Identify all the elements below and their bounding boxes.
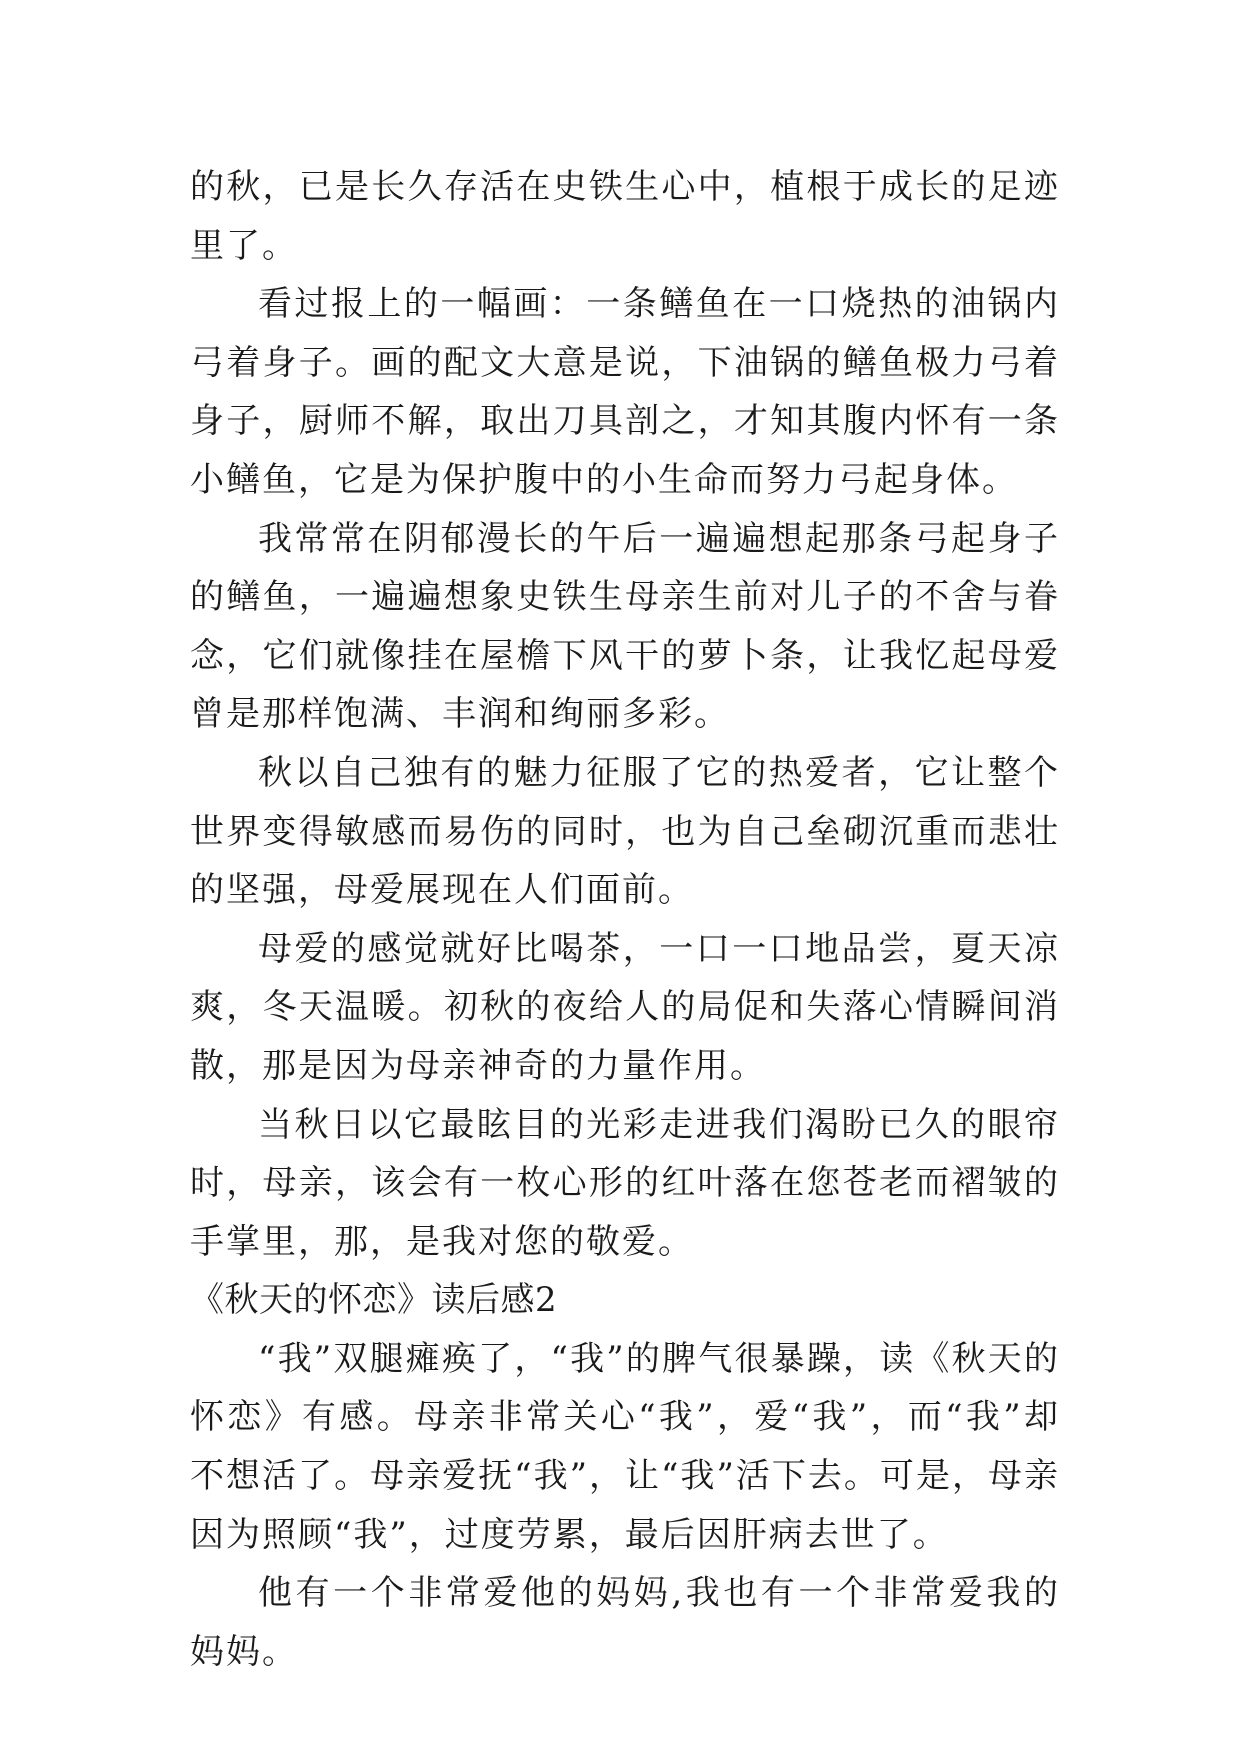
paragraph-3: 我常常在阴郁漫长的午后一遍遍想起那条弓起身子的鳝鱼，一遍遍想象史铁生母亲生前对儿子的不舍与眷念，它们就像挂在屋檐下风干的萝卜条，让我忆起母爱曾是那样饱满、丰润和绚丽多彩。 [190,518,1060,735]
paragraph-7: “我”双腿瘫痪了，“我”的脾气很暴躁，读《秋天的怀恋》有感。母亲非常关心“我”，爱“我”，而“我”却不想活了。母亲爱抚“我”，让“我”活下去。可是，母亲因为照顾“我”，过度劳累，最后因肝病去世了。 [190,1338,1060,1555]
paragraph-6: 当秋日以它最眩目的光彩走进我们渴盼已久的眼帘时，母亲，该会有一枚心形的红叶落在您苍老而褶皱的手掌里，那，是我对您的敬爱。 [190,1104,1060,1262]
paragraph-1: 的秋，已是长久存活在史铁生心中，植根于成长的足迹里了。 [190,167,1060,266]
paragraph-4: 秋以自己独有的魅力征服了它的热爱者，它让整个世界变得敏感而易伤的同时，也为自己垒砌沉重而悲壮的坚强，母爱展现在人们面前。 [190,752,1060,911]
paragraph-5: 母爱的感觉就好比喝茶，一口一口地品尝，夏天凉爽，冬天温暖。初秋的夜给人的局促和失落心情瞬间消散，那是因为母亲神奇的力量作用。 [190,928,1060,1086]
document-page [190,158,1060,1681]
paragraph-8: 他有一个非常爱他的妈妈,我也有一个非常爱我的妈妈。 [190,1573,1060,1672]
paragraph-2: 看过报上的一幅画：一条鳝鱼在一口烧热的油锅内弓着身子。画的配文大意是说，下油锅的鳝鱼极力弓着身子，厨师不解，取出刀具剖之，才知其腹内怀有一条小鳝鱼，它是为保护腹中的小生命而努力弓起身体。 [190,284,1060,500]
section-heading: 《秋天的怀恋》读后感2 [190,1280,558,1321]
